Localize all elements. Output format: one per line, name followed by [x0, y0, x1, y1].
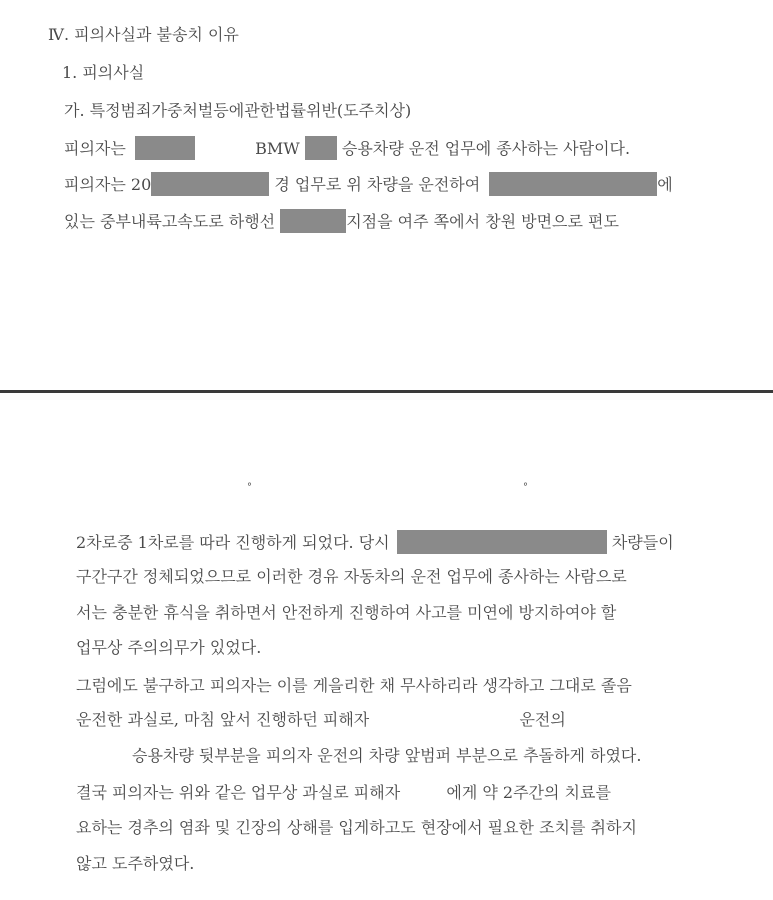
fact-line-1-text-b: BMW [255, 139, 300, 158]
redaction-block [489, 172, 657, 196]
para1-line-4: 업무상 주의의무가 있었다. [76, 638, 262, 657]
para1-line-3: 서는 충분한 휴식을 취하면서 안전하게 진행하여 사고를 미연에 방지하여야 할 [76, 603, 617, 622]
fact-line-1-text-a: 피의자는 [64, 139, 126, 158]
page-separator [0, 390, 773, 393]
para1-line-1-text-a: 2차로중 1차로를 따라 진행하게 되었다. 당시 [76, 533, 390, 552]
dot-mark: ° [247, 482, 252, 493]
redaction-block [397, 530, 607, 554]
fact-line-2-text-c: 에 [657, 175, 673, 194]
para1-line-1-text-b: 차량들이 [611, 533, 674, 552]
para2-line-2 [76, 709, 566, 731]
para3-line-1-text-b: 에게 약 2주간의 치료를 [446, 783, 611, 802]
charge-title: 가. 특정범죄가중처벌등에관한법률위반(도주치상) [64, 101, 412, 120]
para1-line-1 [76, 530, 674, 554]
document-page-top [0, 0, 773, 390]
dot-mark: ° [523, 482, 528, 493]
section-heading: Ⅳ. 피의사실과 불송치 이유 [48, 25, 239, 44]
para3-line-3: 않고 도주하였다. [76, 854, 195, 873]
fact-line-2-text-b: 경 업무로 위 차량을 운전하여 [274, 175, 481, 194]
para2-line-3: 승용차량 뒷부분을 피의자 운전의 차량 앞범퍼 부분으로 추돌하게 하였다. [132, 746, 642, 765]
fact-line-1-text-c: 승용차량 운전 업무에 종사하는 사람이다. [341, 139, 631, 158]
para3-line-1 [76, 782, 611, 804]
sub-heading: 1. 피의사실 [62, 63, 145, 82]
para2-line-2-text-b: 운전의 [519, 710, 566, 729]
redaction-block [151, 172, 269, 196]
document-page-bottom [0, 394, 773, 900]
fact-line-1 [64, 136, 630, 160]
para2-line-2-text-a: 운전한 과실로, 마침 앞서 진행하던 피해자 [76, 710, 370, 729]
fact-line-2-text-a: 피의자는 20 [64, 175, 152, 194]
redaction-block [280, 209, 346, 233]
fact-line-2 [64, 172, 673, 196]
redaction-block [305, 136, 337, 160]
para3-line-1-text-a: 결국 피의자는 위와 같은 업무상 과실로 피해자 [76, 783, 401, 802]
fact-line-3-text-b: 지점을 여주 쪽에서 창원 방면으로 편도 [346, 212, 619, 231]
para2-line-1: 그럼에도 불구하고 피의자는 이를 게을리한 채 무사하리라 생각하고 그대로 졸음 [76, 676, 632, 695]
fact-line-3 [64, 209, 619, 233]
redaction-block [135, 136, 195, 160]
para3-line-2: 요하는 경추의 염좌 및 긴장의 상해를 입게하고도 현장에서 필요한 조치를 취하지 [76, 818, 637, 837]
para1-line-2: 구간구간 정체되었으므로 이러한 경유 자동차의 운전 업무에 종사하는 사람으로 [76, 567, 627, 586]
fact-line-3-text-a: 있는 중부내륙고속도로 하행선 [64, 212, 276, 231]
